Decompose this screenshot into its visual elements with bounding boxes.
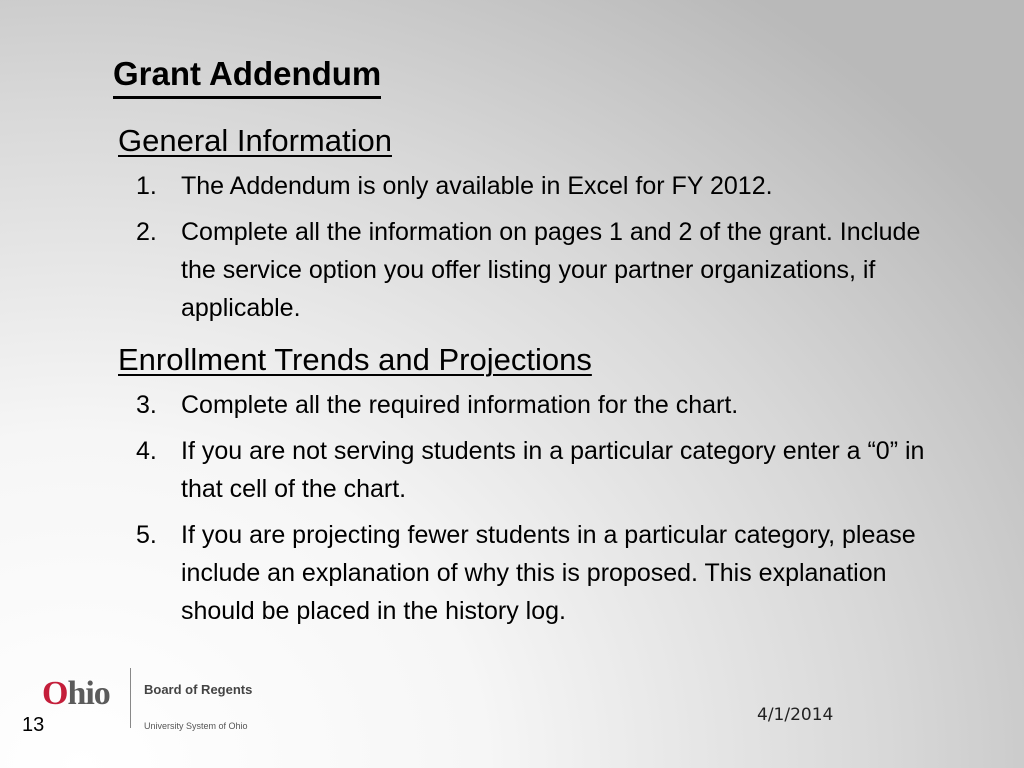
list-item [118,516,948,630]
slide-date: 4/1/2014 [757,705,834,725]
logo-divider [130,668,131,728]
list-item-number: 4. [136,437,157,465]
ohio-board-of-regents-logo [42,666,282,738]
general-information-list [118,167,948,327]
list-item [118,213,948,327]
list-item [118,167,948,205]
enrollment-trends-list [118,386,948,630]
list-item-text: Complete all the information on pages 1 and 2 of the grant. Include the service option you offer listing your partner organizations, if applicable. [181,218,921,322]
ohio-wordmark-o: O [42,675,68,712]
slide-number: 13 [22,714,45,736]
list-item-number: 2. [136,218,157,246]
list-item-number: 1. [136,172,157,200]
section-heading-enrollment-trends: Enrollment Trends and Projections [118,342,592,377]
list-item-number: 3. [136,391,157,419]
slide-title: Grant Addendum [113,52,381,99]
list-item [118,432,948,508]
ohio-wordmark [42,674,110,714]
list-item [118,386,948,424]
list-item-text: Complete all the required information for the chart. [181,391,739,419]
ohio-wordmark-rest: hio [67,675,110,712]
section-heading-general-information: General Information [118,123,392,158]
list-item-number: 5. [136,521,157,549]
logo-board-of-regents: Board of Regents [144,682,253,697]
list-item-text: If you are not serving students in a particular category enter a “0” in that cell of the chart. [181,437,925,503]
list-item-text: The Addendum is only available in Excel for FY 2012. [181,172,773,200]
slide-content [118,121,948,638]
logo-university-system: University System of Ohio [144,721,248,731]
list-item-text: If you are projecting fewer students in a particular category, please include an explanation of why this is proposed. This explanation should be placed in the history log. [181,521,916,625]
